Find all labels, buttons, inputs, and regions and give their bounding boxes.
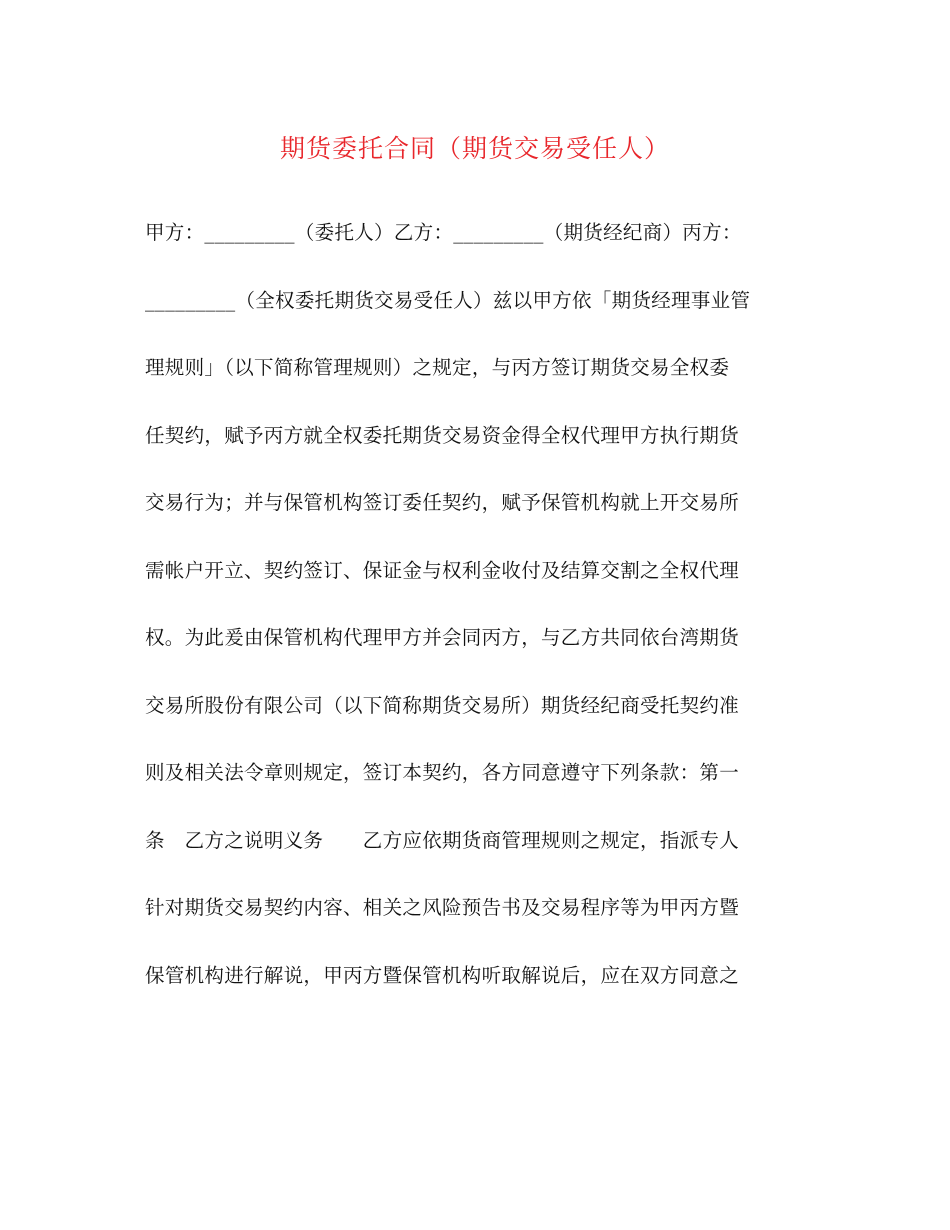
body-line: 条 乙方之说明义务 乙方应依期货商管理规则之规定，指派专人 [145,828,740,852]
body-line: 需帐户开立、契约签订、保证金与权利金收付及结算交割之全权代理 [145,558,740,582]
body-line: 任契约，赋予丙方就全权委托期货交易资金得全权代理甲方执行期货 [145,423,740,447]
document-title: 期货委托合同（期货交易受任人） [279,134,670,163]
body-line: 交易行为；并与保管机构签订委任契约，赋予保管机构就上开交易所 [145,491,740,514]
body-line: _________（全权委托期货交易受任人）兹以甲方依「期货经理事业管 [145,288,751,312]
body-line: 针对期货交易契约内容、相关之风险预告书及交易程序等为甲丙方暨 [145,896,740,919]
body-line: 则及相关法令章则规定，签订本契约，各方同意遵守下列条款：第一 [145,761,740,784]
body-line: 权。为此爰由保管机构代理甲方并会同丙方，与乙方共同依台湾期货 [145,626,740,649]
body-line: 理规则」（以下简称管理规则）之规定，与丙方签订期货交易全权委 [145,356,730,379]
document-body [145,214,805,1024]
body-line: 保管机构进行解说，甲丙方暨保管机构听取解说后，应在双方同意之 [145,963,740,987]
body-line: 交易所股份有限公司（以下简称期货交易所）期货经纪商受托契约准 [145,693,740,717]
body-line: 甲方：_________（委托人）乙方：_________（期货经纪商）丙方： [145,221,742,244]
